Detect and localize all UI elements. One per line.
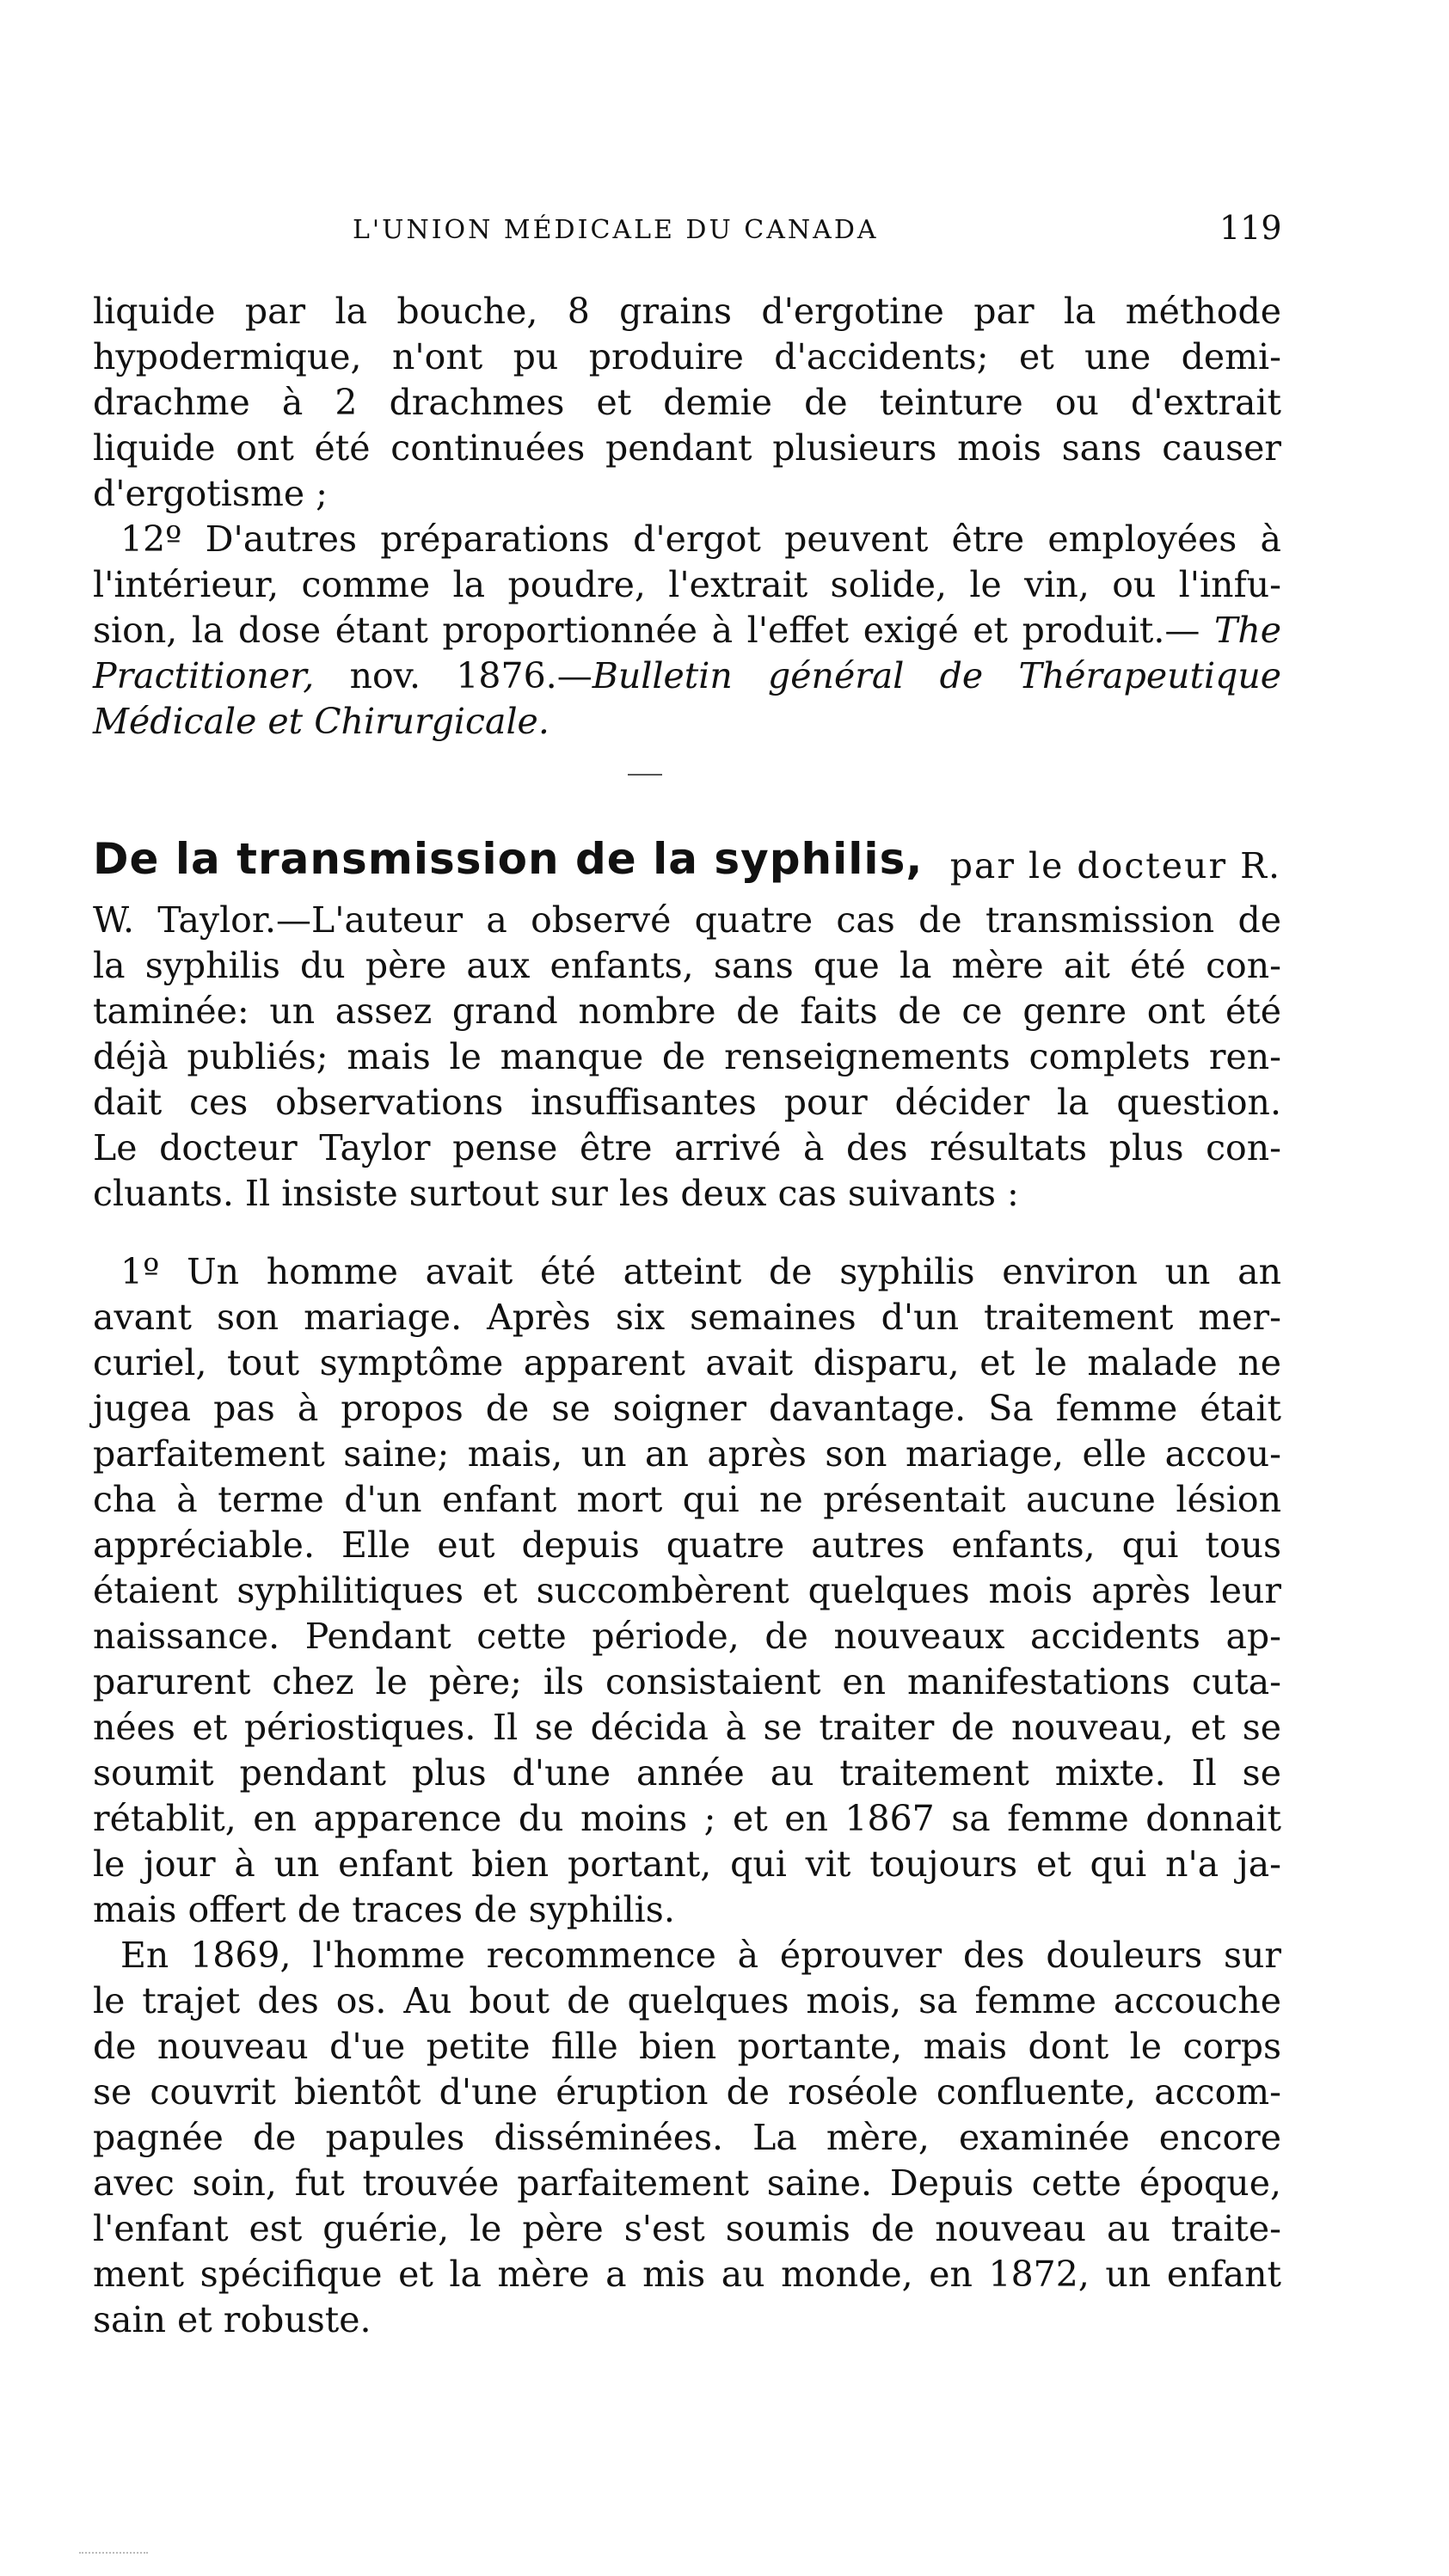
text-line: déjà publiés; mais le manque de renseignements complets ren-: [93, 1036, 1281, 1077]
journal-title: Bulletin général de Thérapeutique: [592, 655, 1281, 696]
text-line: soumit pendant plus d'une année au traitement mixte. Il se: [93, 1752, 1281, 1794]
text-line: avec soin, fut trouvée parfaitement saine. Depuis cette époque,: [93, 2162, 1281, 2204]
text-line: parfaitement saine; mais, un an après son mariage, elle accou-: [93, 1433, 1281, 1475]
text-segment: sion, la dose étant proportionnée à l'effet exigé et produit.—: [93, 610, 1200, 651]
text-line: jugea pas à propos de se soigner davantage. Sa femme était: [93, 1388, 1281, 1429]
text-line: drachme à 2 drachmes et demie de teinture ou d'extrait: [93, 382, 1281, 423]
text-segment: nov. 1876.—: [314, 655, 592, 696]
journal-title: Médicale et Chirurgicale.: [93, 701, 550, 742]
text-line: étaient syphilitiques et succombèrent quelques mois après leur: [93, 1570, 1281, 1611]
text-line: nées et périostiques. Il se décida à se traiter de nouveau, et se: [93, 1707, 1281, 1748]
text-line: pagnée de papules disséminées. La mère, examinée encore: [93, 2117, 1281, 2158]
article-byline: par le docteur R.: [949, 845, 1281, 886]
text-line: liquide ont été continuées pendant plusieurs mois sans causer: [93, 427, 1281, 469]
text-line: la syphilis du père aux enfants, sans que la mère ait été con-: [93, 945, 1281, 986]
page-number: 119: [1219, 209, 1282, 247]
text-line: liquide par la bouche, 8 grains d'ergotine par la méthode: [93, 291, 1281, 332]
text-line: 1º Un homme avait été atteint de syphilis environ un an: [120, 1251, 1281, 1292]
text-line: cluants. Il insiste surtout sur les deux cas suivants :: [93, 1173, 1019, 1214]
text-line: sain et robuste.: [93, 2299, 371, 2340]
journal-title: Practitioner,: [93, 655, 315, 696]
text-line: l'enfant est guérie, le père s'est soumis de nouveau au traite-: [93, 2208, 1281, 2249]
article-heading: [93, 836, 1281, 885]
article-title: De la transmission de la syphilis,: [93, 834, 924, 884]
text-line: naissance. Pendant cette période, de nouveaux accidents ap-: [93, 1616, 1281, 1657]
page-edge-mark: [79, 2552, 148, 2554]
text-line: le trajet des os. Au bout de quelques mois, sa femme accouche: [93, 1980, 1281, 2021]
text-line: se couvrit bientôt d'une éruption de roséole confluente, accom-: [93, 2071, 1281, 2113]
text-line: appréciable. Elle eut depuis quatre autres enfants, qui tous: [93, 1524, 1281, 1566]
text-line: avant son mariage. Après six semaines d'un traitement mer-: [93, 1297, 1281, 1338]
text-line: dait ces observations insuffisantes pour décider la question.: [93, 1082, 1281, 1123]
section-separator: [628, 774, 662, 776]
text-line: W. Taylor.—L'auteur a observé quatre cas de transmission de: [93, 899, 1281, 941]
text-line: taminée: un assez grand nombre de faits de ce genre ont été: [93, 991, 1281, 1032]
text-line: d'ergotisme ;: [93, 473, 328, 514]
text-line: 12º D'autres préparations d'ergot peuvent être employées à: [120, 518, 1281, 560]
text-line: l'intérieur, comme la poudre, l'extrait solide, le vin, ou l'infu-: [93, 564, 1281, 605]
journal-title: The: [1213, 610, 1281, 651]
running-head: L'UNION MÉDICALE DU CANADA: [353, 215, 879, 245]
text-line: En 1869, l'homme recommence à éprouver des douleurs sur: [120, 1935, 1281, 1976]
text-line: de nouveau d'ue petite fille bien portante, mais dont le corps: [93, 2026, 1281, 2067]
text-line: hypodermique, n'ont pu produire d'accidents; et une demi-: [93, 336, 1281, 377]
text-line: ment spécifique et la mère a mis au monde, en 1872, un enfant: [93, 2254, 1281, 2295]
text-line: [93, 607, 1281, 653]
text-line: [93, 653, 1281, 699]
text-line: parurent chez le père; ils consistaient en manifestations cuta-: [93, 1661, 1281, 1702]
text-line: le jour à un enfant bien portant, qui vit toujours et qui n'a ja-: [93, 1843, 1281, 1885]
text-line: Le docteur Taylor pense être arrivé à des résultats plus con-: [93, 1127, 1281, 1168]
text-line: [93, 698, 1281, 745]
text-line: cha à terme d'un enfant mort qui ne présentait aucune lésion: [93, 1479, 1281, 1520]
text-line: rétablit, en apparence du moins ; et en 1867 sa femme donnait: [93, 1798, 1281, 1839]
text-line: curiel, tout symptôme apparent avait disparu, et le malade ne: [93, 1342, 1281, 1383]
text-line: mais offert de traces de syphilis.: [93, 1889, 675, 1930]
